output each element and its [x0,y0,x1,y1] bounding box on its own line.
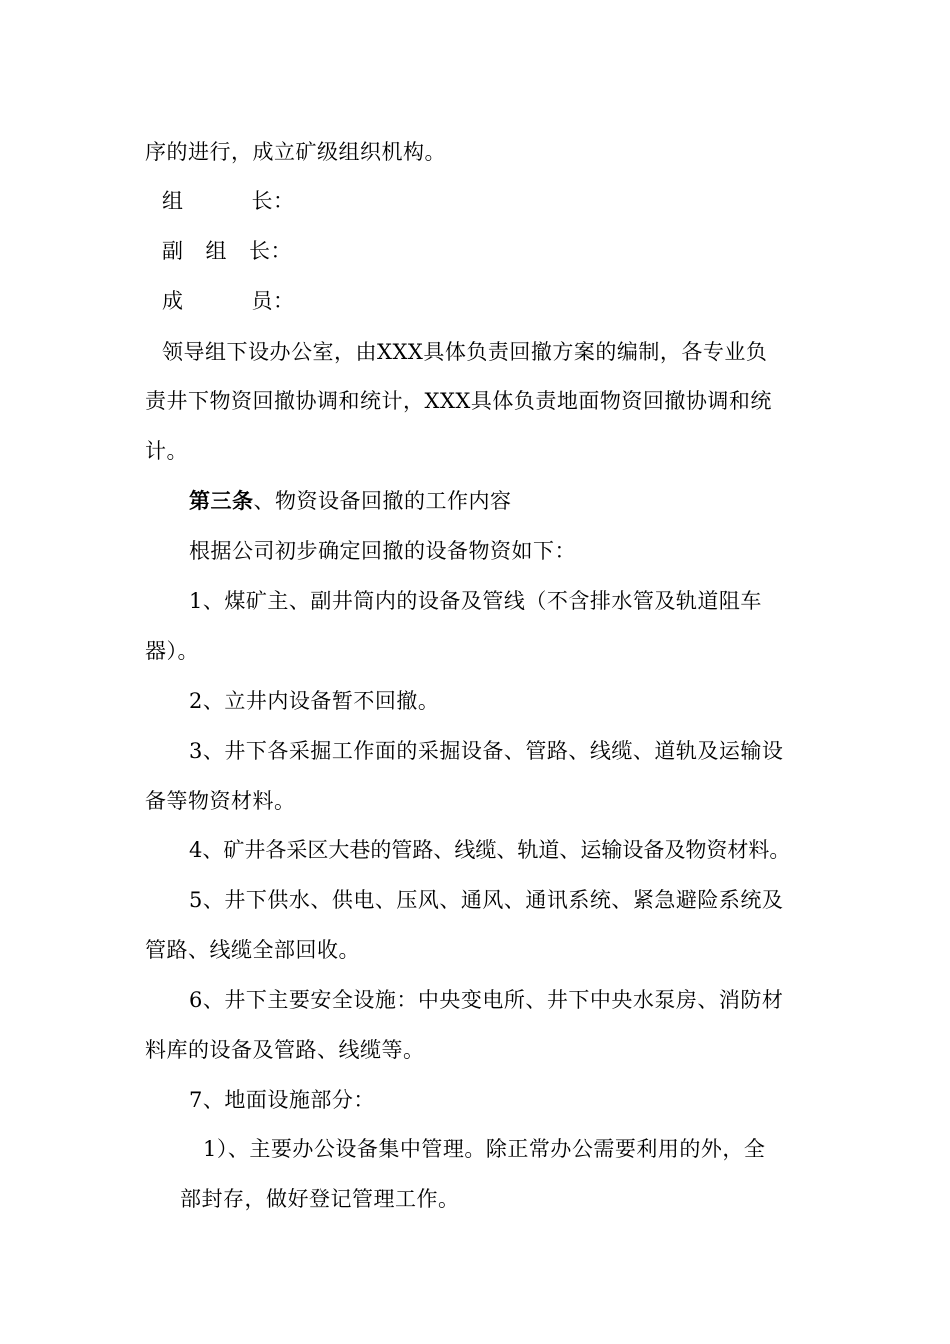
role-member-char-2: 员： [251,289,295,313]
list-item: 3、井下各采掘工作面的采掘设备、管路、线缆、道轨及运输设 [189,739,784,763]
list-item-continuation: 备等物资材料。 [145,789,296,813]
sub-list-item-continuation: 部封存，做好登记管理工作。 [180,1187,460,1211]
role-leader-char-1: 组 [162,189,184,213]
article-title: 、物资设备回撤的工作内容 [253,489,512,513]
list-item: 7、地面设施部分： [189,1088,375,1112]
list-item: 5、井下供水、供电、压风、通风、通讯系统、紧急避险系统及 [189,888,784,912]
list-item: 2、立井内设备暂不回撤。 [189,689,440,713]
paragraph-line: 计。 [145,439,188,463]
role-member [162,286,295,316]
role-deputy-char-3: 长： [249,239,292,263]
sub-list-item: 1）、主要办公设备集中管理。除正常办公需要利用的外，全 [203,1137,766,1161]
paragraph-line: 领导组下设办公室，由XXX具体负责回撤方案的编制，各专业负 [162,340,768,364]
article-heading [189,486,512,516]
role-leader [162,186,295,216]
role-deputy-char-1: 副 [162,239,184,263]
role-deputy [162,236,292,266]
paragraph-line: 根据公司初步确定回撤的设备物资如下： [189,539,576,563]
list-item: 4、矿井各采区大巷的管路、线缆、轨道、运输设备及物资材料。 [189,838,791,862]
list-item-continuation: 管路、线缆全部回收。 [145,938,360,962]
role-leader-char-2: 长： [251,189,295,213]
role-deputy-char-2: 组 [205,239,227,263]
paragraph-line: 责井下物资回撤协调和统计，XXX具体负责地面物资回撤协调和统 [145,389,772,413]
list-item: 1、煤矿主、副井筒内的设备及管线（不含排水管及轨道阻车 [189,589,762,613]
role-member-char-1: 成 [162,289,184,313]
article-number: 第三条 [189,488,254,513]
list-item-continuation: 器）。 [145,639,199,663]
list-item-continuation: 料库的设备及管路、线缆等。 [145,1038,425,1062]
paragraph-line: 序的进行，成立矿级组织机构。 [145,140,446,164]
list-item: 6、井下主要安全设施：中央变电所、井下中央水泵房、消防材 [189,988,784,1012]
